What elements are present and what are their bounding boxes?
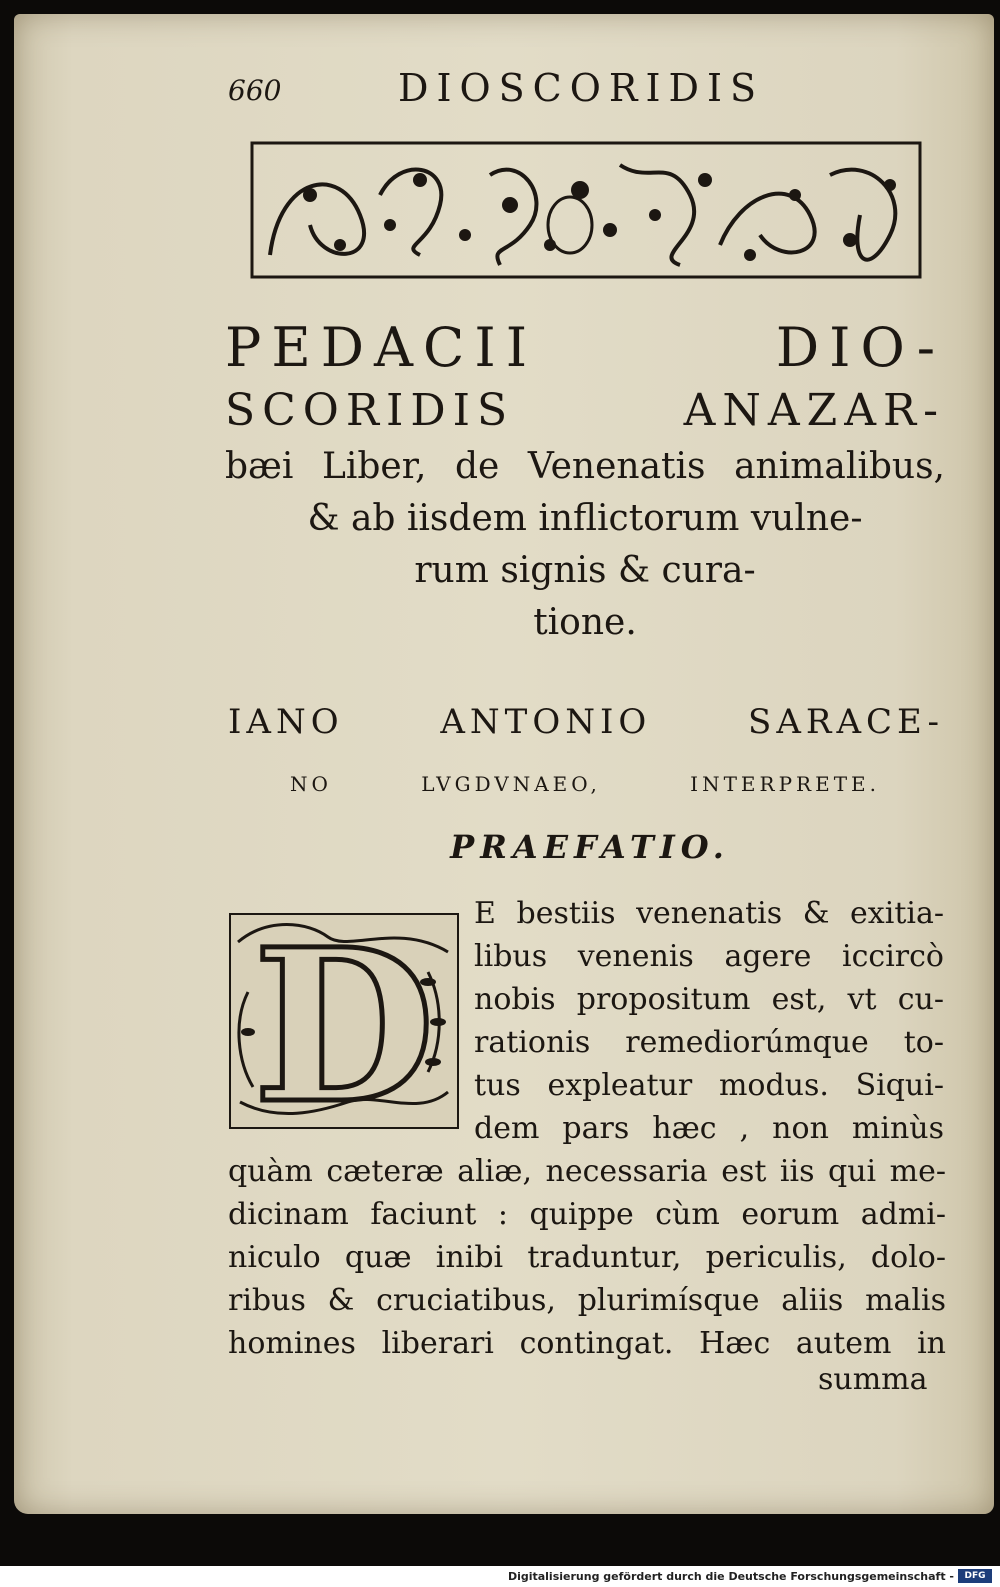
decorated-initial	[228, 912, 460, 1130]
title-line: SCORIDIS ANAZAR-	[225, 385, 945, 436]
title-block	[225, 315, 945, 649]
title-line: & ab iisdem inflictorum vulne-	[307, 498, 863, 539]
text-line: nobis propositum est, vt cu-	[474, 982, 944, 1017]
text-line: rationis remediorúmque to-	[474, 1025, 944, 1060]
ornamental-headpiece	[250, 135, 922, 285]
catchword: summa	[818, 1362, 928, 1397]
digitization-credit: Digitalisierung gefördert durch die Deutsche Forschungsgemeinschaft -	[507, 1570, 954, 1583]
text-line: ribus & cruciatibus, plurimísque aliis malis	[228, 1283, 946, 1318]
translator-line: IANO ANTONIO SARACE-	[228, 702, 944, 742]
initial-letter: D	[252, 912, 436, 1130]
text-line: homines liberari contingat. Hæc autem in	[228, 1326, 946, 1361]
title-line: PEDACII DIO-	[225, 316, 945, 379]
page-number: 660	[228, 74, 282, 107]
dfg-logo: DFG	[958, 1569, 992, 1583]
translator-line: NO LVGDVNAEO, INTERPRETE.	[290, 772, 880, 796]
text-line: niculo quæ inibi traduntur, periculis, dolo-	[228, 1240, 946, 1275]
title-line: tione.	[533, 602, 637, 643]
running-head	[228, 66, 868, 112]
text-line: E bestiis venenatis & exitia-	[474, 896, 944, 931]
title-line: bæi Liber, de Venenatis animalibus,	[225, 446, 945, 487]
text-line: tus expleatur modus. Siqui-	[474, 1068, 944, 1103]
body-text-right	[474, 892, 944, 1150]
text-line: dicinam faciunt : quippe cùm eorum admi-	[228, 1197, 946, 1232]
body-text-full	[228, 1150, 946, 1365]
text-line: libus venenis agere iccircò	[474, 939, 944, 974]
text-line: quàm cæteræ aliæ, necessaria est iis qui me-	[228, 1154, 946, 1189]
title-line: rum signis & cura-	[414, 550, 756, 591]
running-title: DIOSCORIDIS	[398, 66, 765, 110]
text-line: dem pars hæc , non minùs	[474, 1111, 944, 1146]
preface-heading: PRAEFATIO.	[450, 828, 730, 866]
